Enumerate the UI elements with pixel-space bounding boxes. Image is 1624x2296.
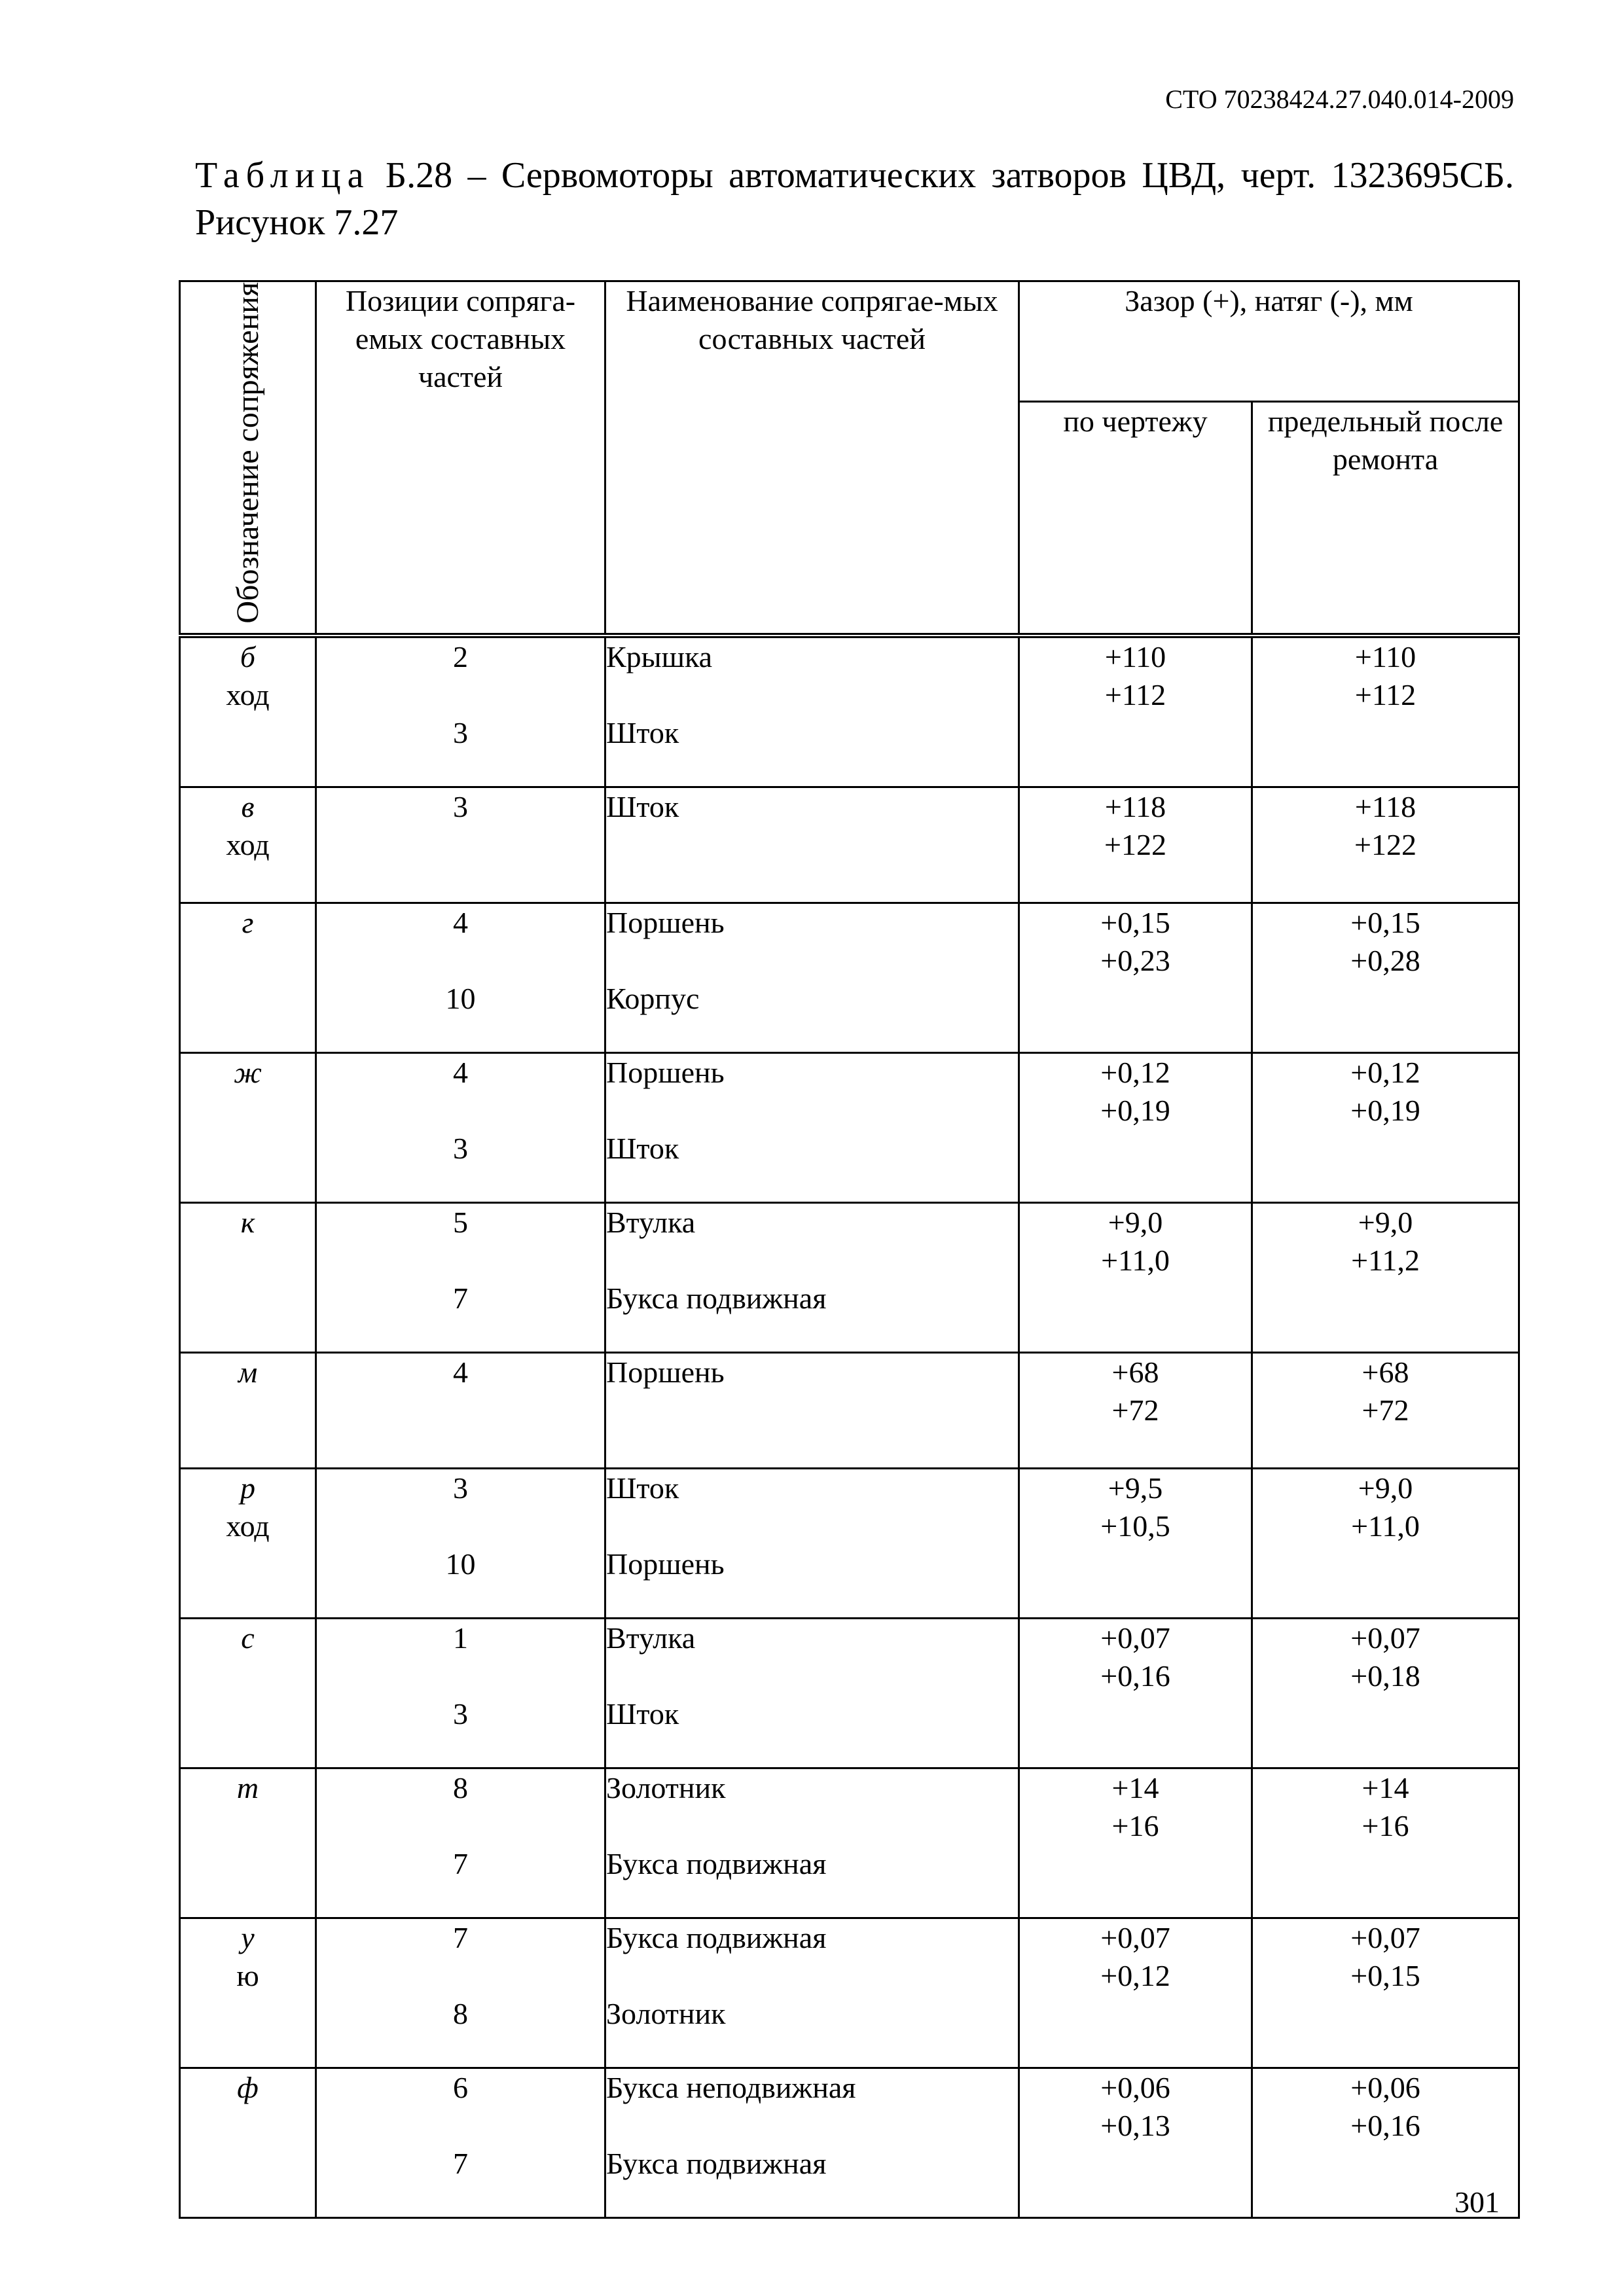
drawing-value-cell [1019,2068,1252,2217]
drawing-value-cell [1019,1918,1252,2068]
limit-value-cell [1252,1468,1519,1618]
names-cell [605,1352,1019,1468]
limit-value-max: +11,0 [1351,1509,1420,1543]
designation-cell [180,1768,316,1918]
designation-suffix: ход [226,1509,270,1543]
positions-cell [316,1352,605,1468]
designation-suffix: ход [226,827,270,861]
designation-cell [180,1918,316,2068]
designation-symbol: у [241,1920,255,1954]
drawing-value-cell [1019,1052,1252,1202]
names-cell [605,1768,1019,1918]
table-caption [195,152,1514,246]
part-name-1: Шток [606,789,679,823]
drawing-value-max: +72 [1111,1393,1159,1427]
positions-cell [316,787,605,903]
designation-cell [180,787,316,903]
table-row [180,1052,1519,1202]
names-cell [605,1618,1019,1768]
part-name-1: Втулка [606,1621,696,1655]
table-row [180,1202,1519,1352]
designation-symbol: с [241,1621,255,1655]
part-name-1: Поршень [606,1355,725,1389]
names-cell [605,2068,1019,2217]
drawing-value-cell [1019,1468,1252,1618]
header-limit: предельный после ремонта [1252,401,1519,635]
table-row [180,2068,1519,2217]
part-name-1: Поршень [606,905,725,939]
names-cell [605,1202,1019,1352]
drawing-value-max: +0,19 [1100,1093,1170,1127]
limit-value-cell [1252,1352,1519,1468]
names-cell [605,1918,1019,2068]
position-1: 4 [453,1355,468,1389]
positions-cell [316,1768,605,1918]
table-row [180,903,1519,1052]
designation-cell [180,1052,316,1202]
drawing-value-max: +122 [1104,827,1166,861]
limit-value-max: +0,28 [1350,943,1420,977]
limit-value-min: +0,15 [1350,905,1420,939]
positions-cell [316,1052,605,1202]
limit-value-min: +0,06 [1350,2070,1420,2104]
part-name-2: Поршень [606,1547,725,1581]
position-1: 3 [453,789,468,823]
designation-symbol: в [241,789,255,823]
table-row [180,1352,1519,1468]
limit-value-max: +16 [1362,1808,1409,1842]
designation-cell [180,1202,316,1352]
designation-cell [180,1352,316,1468]
caption-lead: Таблица [195,155,370,196]
part-name-2: Букса подвижная [606,1281,827,1315]
table-row [180,636,1519,787]
drawing-value-cell [1019,636,1252,787]
part-name-1: Шток [606,1471,679,1505]
header-by-drawing: по чертежу [1019,401,1252,635]
positions-cell [316,1918,605,2068]
designation-symbol: б [240,639,256,673]
designation-cell [180,2068,316,2217]
drawing-value-cell [1019,903,1252,1052]
designation-symbol: т [236,1770,259,1804]
drawing-value-min: +68 [1111,1355,1159,1389]
positions-cell [316,636,605,787]
drawing-value-min: +118 [1104,789,1166,823]
position-1: 2 [453,639,468,673]
position-2 [317,864,604,902]
drawing-value-min: +14 [1111,1770,1159,1804]
position-1: 4 [453,905,468,939]
part-name-2: Золотник [606,1996,726,2030]
designation-cell [180,903,316,1052]
part-name-2: Букса подвижная [606,2146,827,2180]
part-name-2: Шток [606,1696,679,1731]
limit-value-min: +0,07 [1350,1920,1420,1954]
names-cell [605,787,1019,903]
table-row [180,787,1519,903]
limit-value-max: +0,16 [1350,2108,1420,2142]
position-1: 4 [453,1055,468,1089]
limit-value-max: +72 [1362,1393,1409,1427]
table-row [180,1918,1519,2068]
part-name-2: Букса подвижная [606,1846,827,1880]
limit-value-min: +0,12 [1350,1055,1420,1089]
drawing-value-max: +0,13 [1100,2108,1170,2142]
position-2: 10 [445,1547,476,1581]
drawing-value-cell [1019,1202,1252,1352]
position-1: 5 [453,1205,468,1239]
position-2: 7 [453,1281,468,1315]
limit-value-max: +0,18 [1350,1659,1420,1693]
limit-value-cell [1252,636,1519,787]
document-code: СТО 70238424.27.040.014-2009 [1165,84,1514,114]
positions-cell [316,903,605,1052]
table-row [180,1618,1519,1768]
part-name-2 [606,864,1018,902]
part-name-1: Золотник [606,1770,726,1804]
limit-value-cell [1252,1052,1519,1202]
drawing-value-max: +0,12 [1100,1958,1170,1992]
caption-text: Б.28 – Сервомоторы автоматических затворов ЦВД, черт. 1323695СБ. Рисунок 7.27 [195,155,1514,243]
limit-value-max: +11,2 [1351,1243,1420,1277]
names-cell [605,1468,1019,1618]
drawing-value-min: +0,07 [1100,1920,1170,1954]
header-designation: Обозначение сопряжения [180,281,316,636]
names-cell [605,636,1019,787]
position-2: 3 [453,715,468,749]
part-name-2 [606,1429,1018,1467]
table-row [180,1468,1519,1618]
table-row [180,1768,1519,1918]
drawing-value-cell [1019,1352,1252,1468]
designation-cell [180,636,316,787]
designation-symbol: к [240,1205,255,1239]
position-1: 7 [453,1920,468,1954]
position-2: 8 [453,1996,468,2030]
drawing-value-max: +0,23 [1100,943,1170,977]
drawing-value-max: +16 [1111,1808,1159,1842]
part-name-2: Шток [606,1131,679,1165]
page-number: 301 [1454,2185,1500,2219]
position-2: 3 [453,1131,468,1165]
designation-symbol: ж [234,1055,262,1089]
drawing-value-min: +0,06 [1100,2070,1170,2104]
clearance-table [179,280,1520,2219]
header-names: Наименование сопрягае-мых составных частей [605,281,1019,636]
designation-cell [180,1468,316,1618]
positions-cell [316,2068,605,2217]
drawing-value-min: +0,07 [1100,1621,1170,1655]
drawing-value-min: +110 [1104,639,1166,673]
limit-value-cell [1252,787,1519,903]
limit-value-cell [1252,1202,1519,1352]
position-2 [317,1429,604,1467]
drawing-value-max: +11,0 [1101,1243,1170,1277]
part-name-1: Букса подвижная [606,1920,827,1954]
position-2: 7 [453,2146,468,2180]
limit-value-max: +122 [1354,827,1416,861]
position-2: 7 [453,1846,468,1880]
position-1: 3 [453,1471,468,1505]
header-gap: Зазор (+), натяг (-), мм [1019,281,1519,402]
part-name-1: Крышка [606,639,713,673]
limit-value-min: +14 [1362,1770,1409,1804]
limit-value-min: +110 [1354,639,1416,673]
limit-value-cell [1252,903,1519,1052]
limit-value-min: +68 [1362,1355,1409,1389]
designation-symbol: м [238,1355,258,1389]
limit-value-max: +0,15 [1350,1958,1420,1992]
positions-cell [316,1468,605,1618]
drawing-value-cell [1019,1768,1252,1918]
drawing-value-max: +0,16 [1100,1659,1170,1693]
position-2: 3 [453,1696,468,1731]
limit-value-max: +0,19 [1350,1093,1420,1127]
drawing-value-min: +9,5 [1108,1471,1163,1505]
part-name-1: Втулка [606,1205,696,1239]
drawing-value-min: +0,12 [1100,1055,1170,1089]
drawing-value-min: +9,0 [1108,1205,1163,1239]
limit-value-cell [1252,1768,1519,1918]
positions-cell [316,1618,605,1768]
part-name-1: Букса неподвижная [606,2070,856,2104]
limit-value-min: +9,0 [1358,1471,1413,1505]
designation-suffix: ход [226,677,270,711]
part-name-1: Поршень [606,1055,725,1089]
designation-suffix: ю [236,1958,259,1992]
drawing-value-max: +10,5 [1100,1509,1170,1543]
drawing-value-cell [1019,1618,1252,1768]
names-cell [605,903,1019,1052]
designation-cell [180,1618,316,1768]
designation-symbol: ф [237,2070,259,2104]
positions-cell [316,1202,605,1352]
position-2: 10 [445,981,476,1015]
position-1: 6 [453,2070,468,2104]
part-name-2: Корпус [606,981,700,1015]
limit-value-min: +118 [1354,789,1416,823]
designation-symbol: р [240,1471,255,1505]
designation-symbol: г [242,905,254,939]
header-positions: Позиции сопряга-емых составных частей [316,281,605,636]
position-1: 8 [453,1770,468,1804]
drawing-value-cell [1019,787,1252,903]
drawing-value-max: +112 [1104,677,1166,711]
limit-value-max: +112 [1354,677,1416,711]
drawing-value-min: +0,15 [1100,905,1170,939]
position-1: 1 [453,1621,468,1655]
limit-value-cell [1252,1918,1519,2068]
limit-value-min: +0,07 [1350,1621,1420,1655]
limit-value-cell [1252,1618,1519,1768]
limit-value-min: +9,0 [1358,1205,1413,1239]
names-cell [605,1052,1019,1202]
part-name-2: Шток [606,715,679,749]
